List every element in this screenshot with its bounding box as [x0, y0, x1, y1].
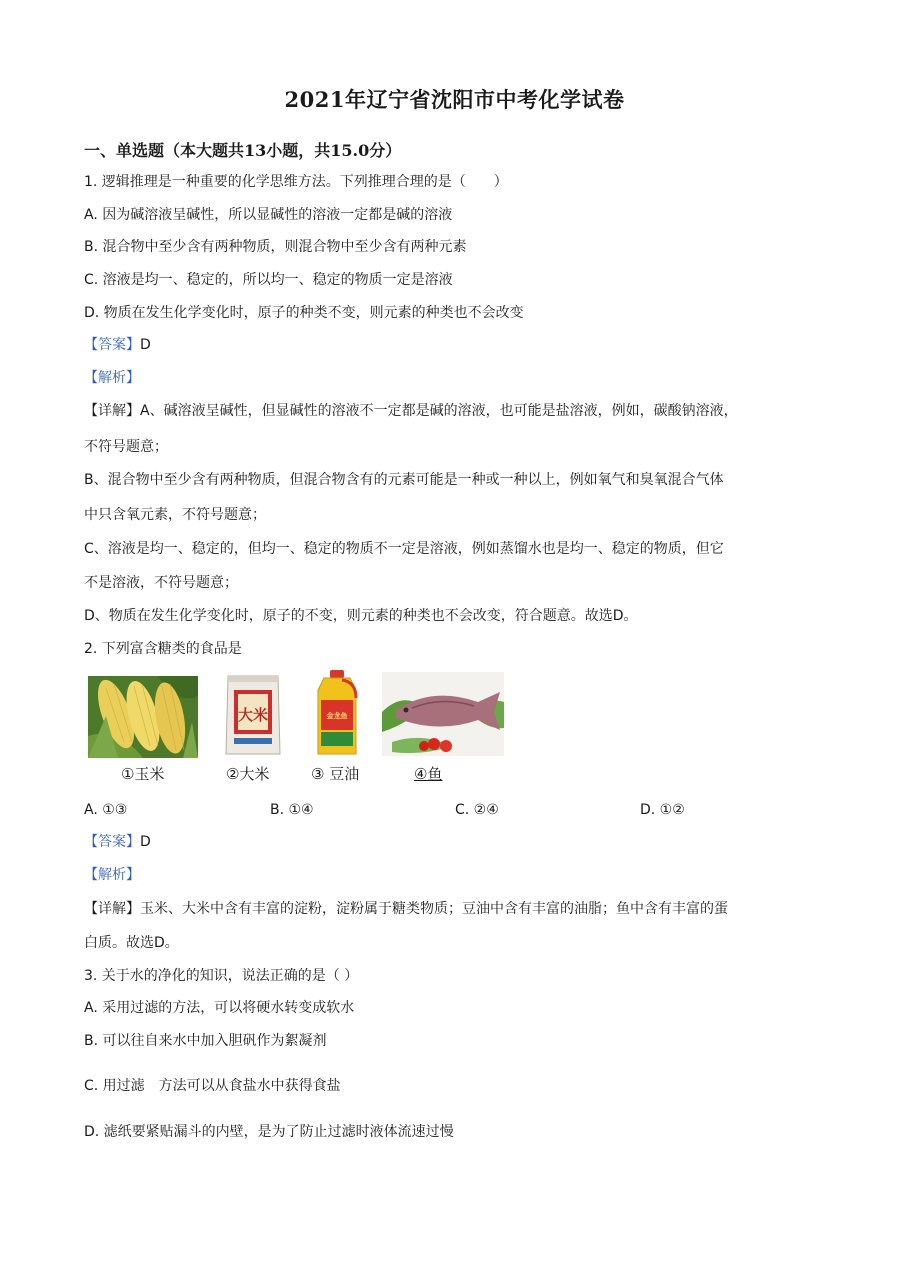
q1-option-d: D. 物质在发生化学变化时，原子的种类不变，则元素的种类也不会改变	[84, 305, 524, 321]
fish-image	[382, 672, 504, 756]
corn-image	[88, 676, 198, 758]
q2-stem: 2. 下列富含糖类的食品是	[84, 641, 242, 657]
answer-label: 【答案】	[84, 834, 140, 850]
q1-analysis-label: 【解析】	[84, 370, 140, 386]
q1-detail-line: 不是溶液，不符号题意；	[84, 575, 238, 591]
q1-option-c: C. 溶液是均一、稳定的，所以均一、稳定的物质一定是溶液	[84, 272, 453, 288]
q1-detail-line: C、溶液是均一、稳定的，但均一、稳定的物质不一定是溶液，例如蒸馏水也是均一、稳定的物质，但它	[84, 541, 724, 557]
q2-option-b: B. ①④	[270, 802, 314, 818]
q2-option-c: C. ②④	[455, 802, 499, 818]
q1-detail-line: B、混合物中至少含有两种物质，但混合物含有的元素可能是一种或一种以上，例如氧气和臭氧混合气体	[84, 472, 724, 488]
q2-detail-line: 【详解】玉米、大米中含有丰富的淀粉，淀粉属于糖类物质；豆油中含有丰富的油脂；鱼中含有丰富的蛋	[84, 901, 728, 917]
section-heading: 一、单选题（本大题共13小题，共15.0分）	[84, 141, 402, 160]
answer-value: D	[140, 337, 151, 353]
caption-fish: ④鱼	[414, 765, 443, 783]
q1-option-a: A. 因为碱溶液呈碱性，所以显碱性的溶液一定都是碱的溶液	[84, 207, 453, 223]
q1-detail-line: 不符号题意；	[84, 439, 168, 455]
oil-bottle-image	[312, 668, 362, 758]
q2-detail-line: 白质。故选D。	[84, 935, 179, 951]
q3-stem: 3. 关于水的净化的知识，说法正确的是（ ）	[84, 968, 359, 984]
page-title: 2021年辽宁省沈阳市中考化学试卷	[284, 87, 625, 112]
q1-option-b: B. 混合物中至少含有两种物质，则混合物中至少含有两种元素	[84, 239, 467, 255]
q2-option-a: A. ①③	[84, 802, 128, 818]
q1-answer	[84, 335, 151, 355]
q3-option-b: B. 可以往自来水中加入胆矾作为絮凝剂	[84, 1033, 327, 1049]
q1-stem: 1. 逻辑推理是一种重要的化学思维方法。下列推理合理的是（ ）	[84, 174, 508, 190]
q2-option-d: D. ①②	[640, 802, 685, 818]
caption-corn: ①玉米	[121, 765, 165, 783]
answer-label: 【答案】	[84, 337, 140, 353]
answer-value: D	[140, 834, 151, 850]
q1-detail-line: 【详解】A、碱溶液呈碱性，但显碱性的溶液不一定都是碱的溶液，也可能是盐溶液，例如，碳酸钠溶液，	[84, 403, 738, 419]
q1-detail-line: 中只含氧元素，不符号题意；	[84, 507, 266, 523]
q3-option-c: C. 用过滤 方法可以从食盐水中获得食盐	[84, 1078, 341, 1094]
oil-label-text: 金龙鱼	[326, 712, 348, 720]
rice-bag-text: 大米	[237, 706, 269, 724]
q1-detail-line: D、物质在发生化学变化时，原子的不变，则元素的种类也不会改变，符合题意。故选D。	[84, 608, 638, 624]
q2-answer	[84, 832, 151, 852]
q3-option-a: A. 采用过滤的方法，可以将硬水转变成软水	[84, 1000, 355, 1016]
rice-bag-image	[222, 672, 284, 758]
q2-analysis-label: 【解析】	[84, 867, 140, 883]
caption-oil: ③ 豆油	[311, 765, 360, 783]
q3-option-d: D. 滤纸要紧贴漏斗的内壁，是为了防止过滤时液体流速过慢	[84, 1124, 454, 1140]
caption-rice: ②大米	[226, 765, 270, 783]
